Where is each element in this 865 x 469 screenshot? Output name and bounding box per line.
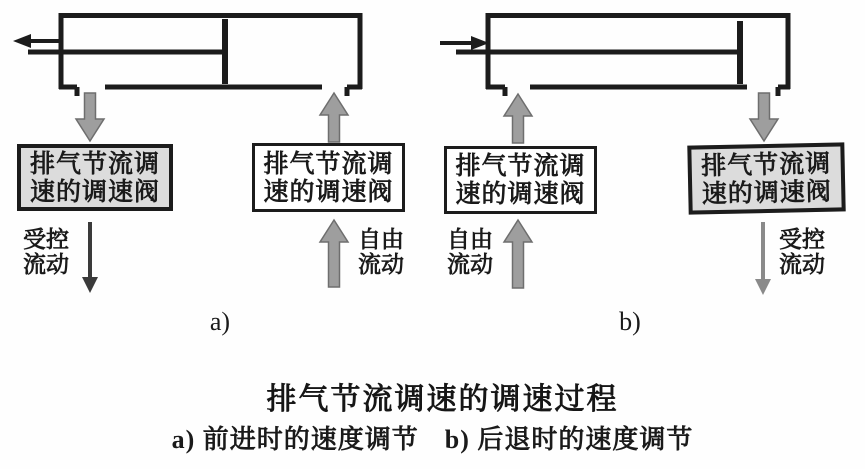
cylinder-b-bottom-left <box>486 87 505 96</box>
flow-label-b-right <box>779 227 825 277</box>
flow-label-a-left <box>23 227 69 277</box>
exhaust-down-arrow-icon-b <box>750 93 778 141</box>
free-flow-up-arrow-icon-b <box>504 220 532 288</box>
cylinder-b <box>440 16 790 97</box>
controlled-flow-down-arrow-head-icon-b <box>755 279 771 295</box>
valve-box-b-left-line2: 速的调速阀 <box>455 180 586 208</box>
valve-box-b-left <box>444 146 597 214</box>
cylinder-a-bottom-right <box>347 87 362 96</box>
flow-label-a-right-line2: 流动 <box>358 251 404 277</box>
flow-label-a-left-line1: 受控 <box>23 226 69 252</box>
valve-box-b-right <box>687 142 845 214</box>
flow-label-b-right-line1: 受控 <box>779 226 825 252</box>
valve-box-a-right-line2: 速的调速阀 <box>263 177 394 206</box>
valve-box-b-right-line1: 排气节流调 <box>700 149 832 180</box>
valve-box-a-left <box>17 144 173 211</box>
figure-title: 排气节流调速的调速过程 <box>266 383 619 416</box>
cylinder-b-bottom-right <box>778 87 790 96</box>
diagram-a-label: a) <box>209 307 231 336</box>
flow-label-b-left <box>447 227 493 277</box>
flow-label-a-right-line1: 自由 <box>358 226 404 252</box>
exhaust-down-arrow-icon-a <box>76 93 104 141</box>
flow-label-b-left-line2: 流动 <box>447 251 493 277</box>
figure-caption <box>0 419 865 456</box>
controlled-flow-down-arrow-head-icon-a <box>82 277 98 293</box>
valve-box-a-left-line1: 排气节流调 <box>29 149 160 178</box>
flow-label-a-left-line2: 流动 <box>23 251 69 277</box>
free-flow-up-arrow-icon-a <box>320 220 348 287</box>
cylinder-a-bottom-left <box>59 87 77 96</box>
flow-label-b-right-line2: 流动 <box>779 251 825 277</box>
flow-label-b-left-line1: 自由 <box>447 226 493 252</box>
cylinder-a-motion-arrow-head-icon <box>13 34 31 48</box>
diagram-b-label: b) <box>619 307 641 336</box>
supply-up-arrow-icon-b <box>504 94 532 143</box>
valve-box-a-left-line2: 速的调速阀 <box>29 177 160 206</box>
cylinder-a <box>28 16 362 97</box>
valve-box-b-left-line1: 排气节流调 <box>455 152 586 180</box>
figure-caption-b: b) 后退时的速度调节 <box>444 425 694 454</box>
figure-caption-a: a) 前进时的速度调节 <box>171 425 419 454</box>
supply-up-arrow-icon-a <box>320 93 348 142</box>
flow-label-a-right <box>358 227 404 277</box>
valve-box-a-right <box>252 143 405 212</box>
valve-box-b-right-line2: 速的调速阀 <box>701 177 833 208</box>
valve-box-a-right-line1: 排气节流调 <box>263 149 394 178</box>
